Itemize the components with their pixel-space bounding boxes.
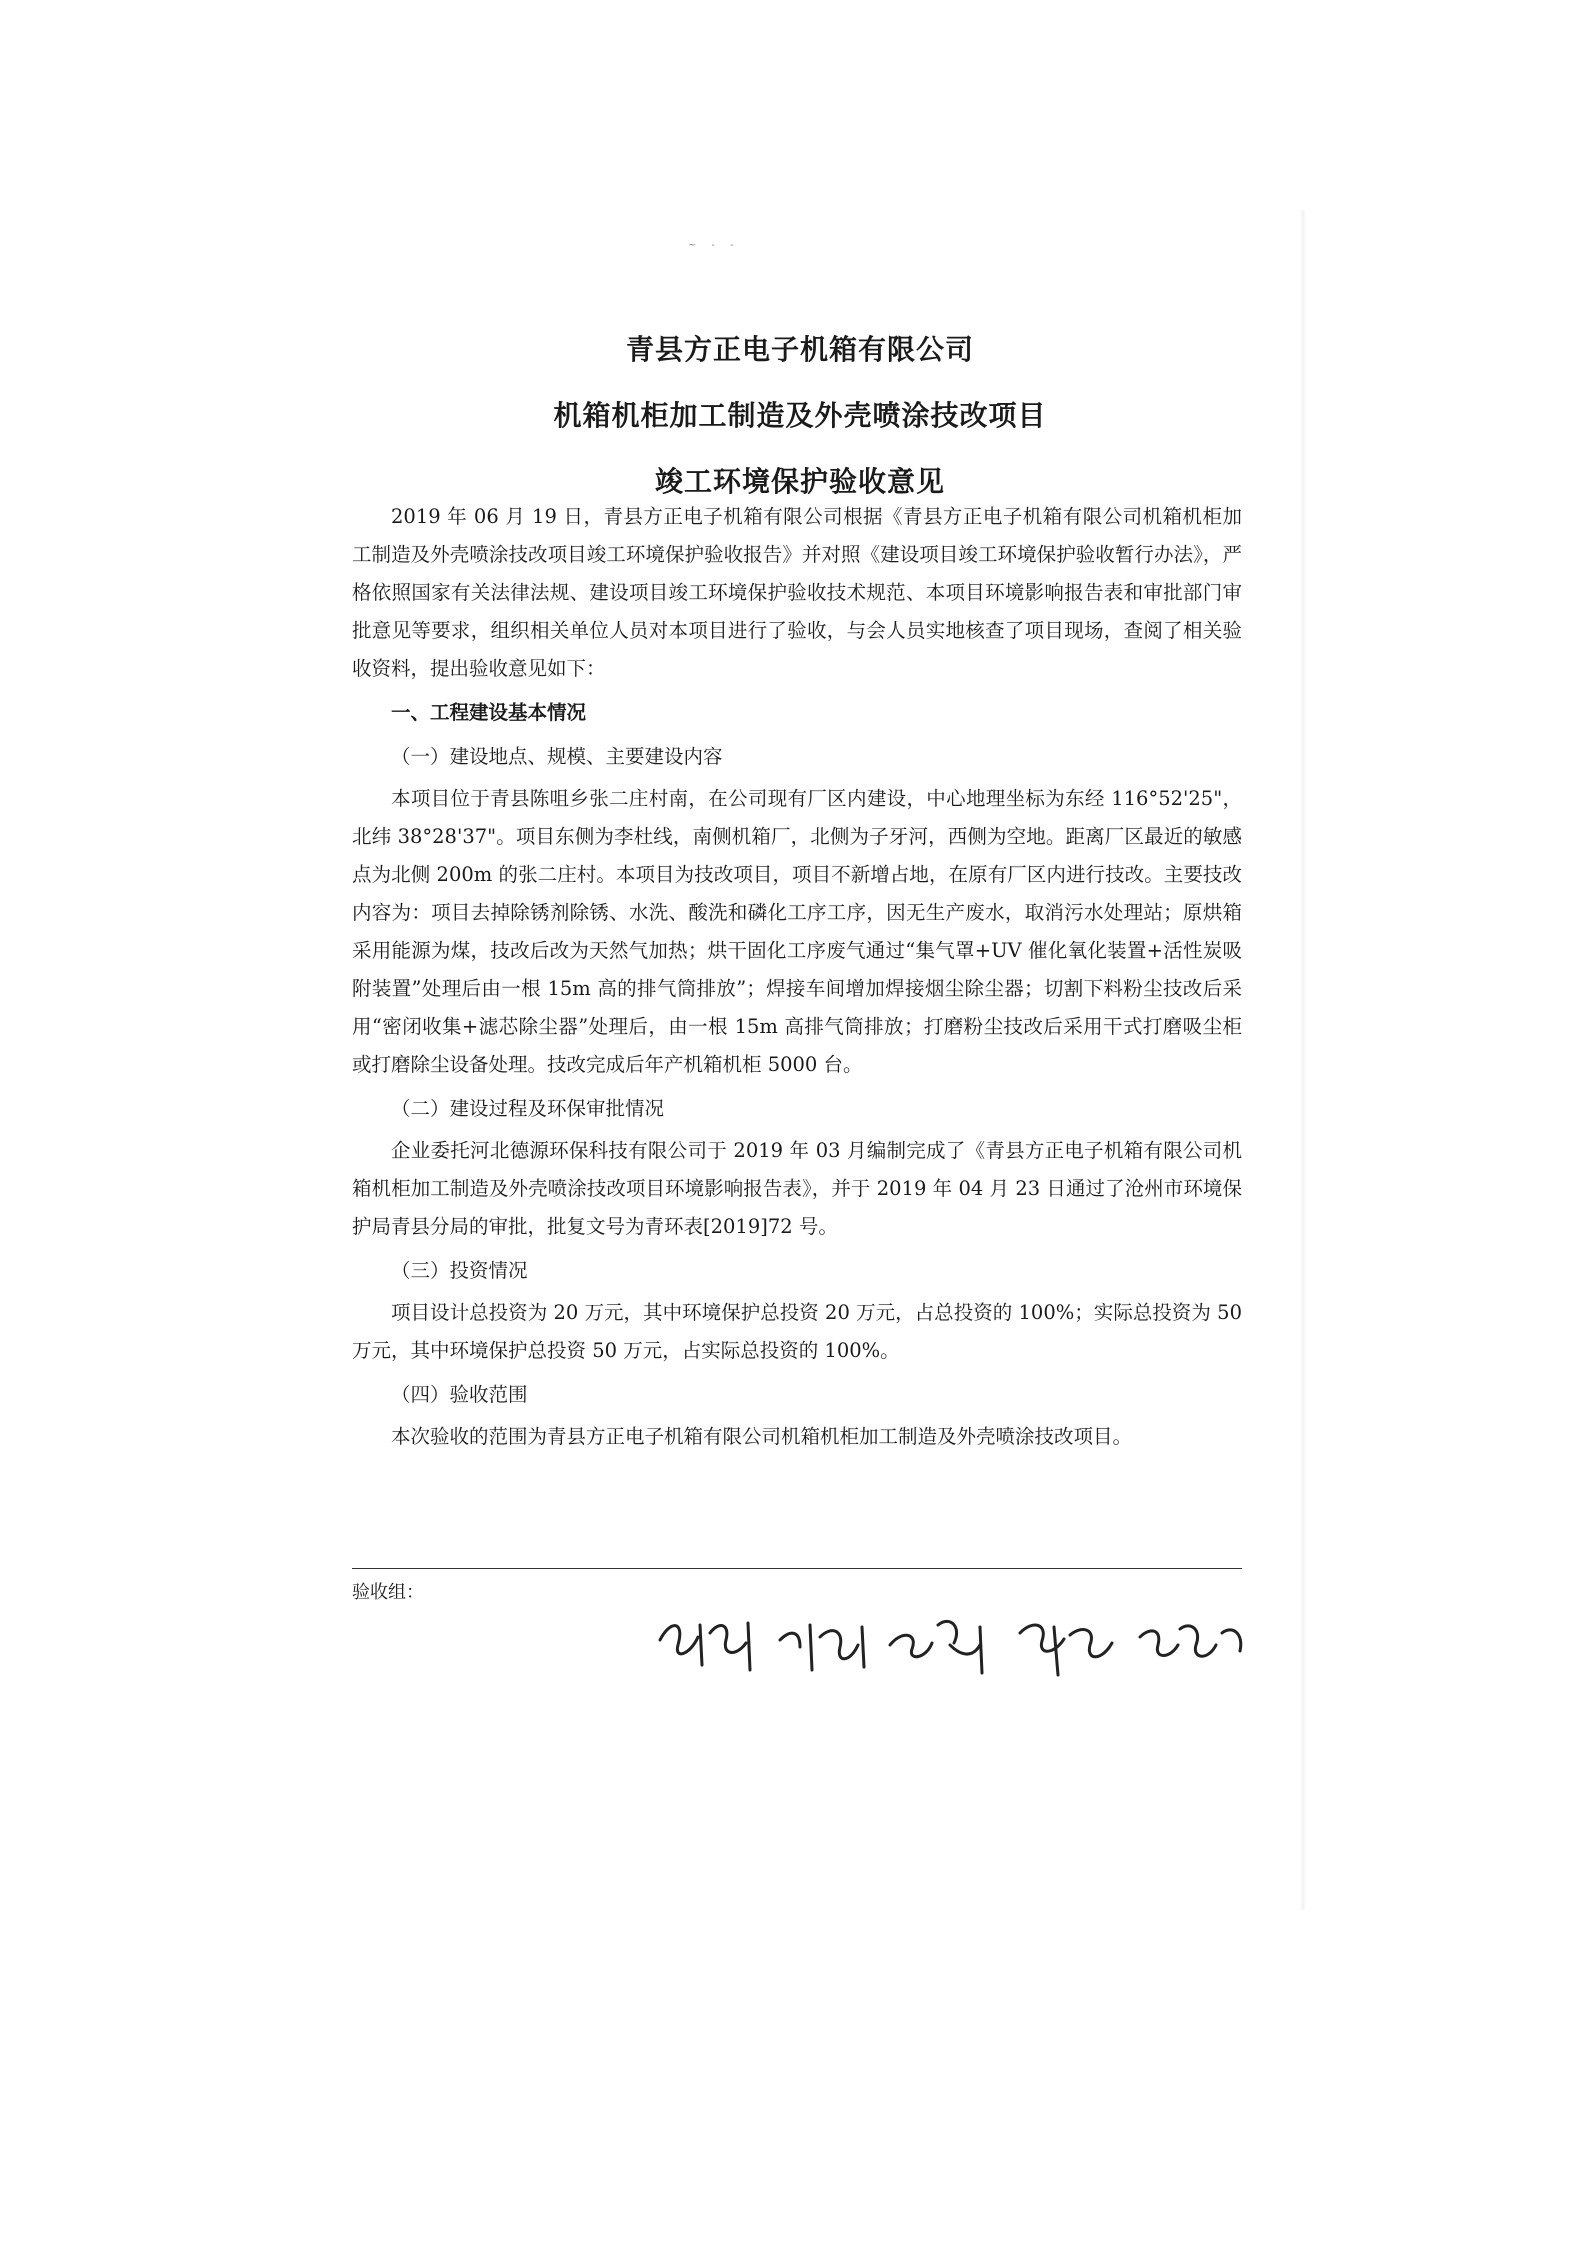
signature-1 [660, 1623, 750, 1670]
subsection-heading-4: （四）验收范围 [391, 1383, 528, 1406]
section-heading-1: 一、工程建设基本情况 [391, 701, 587, 724]
subsection-text-1: 本项目位于青县陈咀乡张二庄村南，在公司现有厂区内建设，中心地理坐标为东经 116°52'25"，北纬 38°28'37"。项目东侧为李杜线，南侧机箱厂，北侧为子牙河，西侧为空地。距离厂区最近的敏感点为北侧 200m 的张二庄村。本项目为技改项目，项目不新增占地，在原有厂区内进行技改。主要技改内容为：项目去掉除锈剂除锈、水洗、酸洗和磷化工序工序，因无生产废水，取消污水处理站；原烘箱采用能源为煤，技改后改为天然气加热；烘干固化工序废气通过“集气罩+UV 催化氧化装置+活性炭吸附装置”处理后由一根 15m 高的排气筒排放”；焊接车间增加焊接烟尘除尘器；切割下料粉尘技改后采用“密闭收集+滤芯除尘器”处理后，由一根 15m 高排气筒排放；打磨粉尘技改后采用干式打磨吸尘柜或打磨除尘设备处理。技改完成后年产机箱机柜 5000 台。 [352, 787, 1242, 1076]
signature-2 [780, 1625, 864, 1670]
signature-3 [890, 1621, 982, 1673]
acceptance-group-label: 验收组： [352, 1582, 424, 1603]
subsection-heading-2: （二）建设过程及环保审批情况 [391, 1097, 665, 1120]
subsection-heading-1: （一）建设地点、规模、主要建设内容 [391, 745, 723, 768]
intro-paragraph: 2019 年 06 月 19 日，青县方正电子机箱有限公司根据《青县方正电子机箱有限公司机箱机柜加工制造及外壳喷涂技改项目竣工环境保护验收报告》并对照《建设项目竣工环境保护验收暂行办法》，严格依照国家有关法律法规、建设项目竣工环境保护验收技术规范、本项目环境影响报告表和审批部门审批意见等要求，组织相关单位人员对本项目进行了验收，与会人员实地核查了项目现场，查阅了相关验收资料，提出验收意见如下： [352, 505, 1242, 680]
subsection-text-4: 本次验收的范围为青县方正电子机箱有限公司机箱机柜加工制造及外壳喷涂技改项目。 [391, 1425, 1133, 1448]
handwritten-signatures [650, 1585, 1250, 1695]
top-scan-mark: ~ - - [688, 240, 740, 251]
title-project: 机箱机柜加工制造及外壳喷涂技改项目 [553, 399, 1047, 432]
document-body [352, 498, 1242, 1456]
title-company: 青县方正电子机箱有限公司 [625, 333, 974, 366]
signature-divider [352, 1568, 1242, 1569]
title-subject: 竣工环境保护验收意见 [654, 465, 945, 498]
signature-4 [1020, 1625, 1112, 1675]
subsection-text-2: 企业委托河北德源环保科技有限公司于 2019 年 03 月编制完成了《青县方正电子机箱有限公司机箱机柜加工制造及外壳喷涂技改项目环境影响报告表》，并于 2019 年 04 月 23 日通过了沧州市环境保护局青县分局的审批，批复文号为青环表[2019]72 号。 [352, 1139, 1242, 1238]
subsection-text-3: 项目设计总投资为 20 万元，其中环境保护总投资 20 万元，占总投资的 100%；实际总投资为 50 万元，其中环境保护总投资 50 万元，占实际总投资的 100%。 [352, 1301, 1242, 1362]
subsection-heading-3: （三）投资情况 [391, 1259, 528, 1282]
document-title [300, 326, 1300, 524]
scan-edge-shadow [1300, 210, 1306, 1910]
signature-5 [1140, 1626, 1241, 1656]
